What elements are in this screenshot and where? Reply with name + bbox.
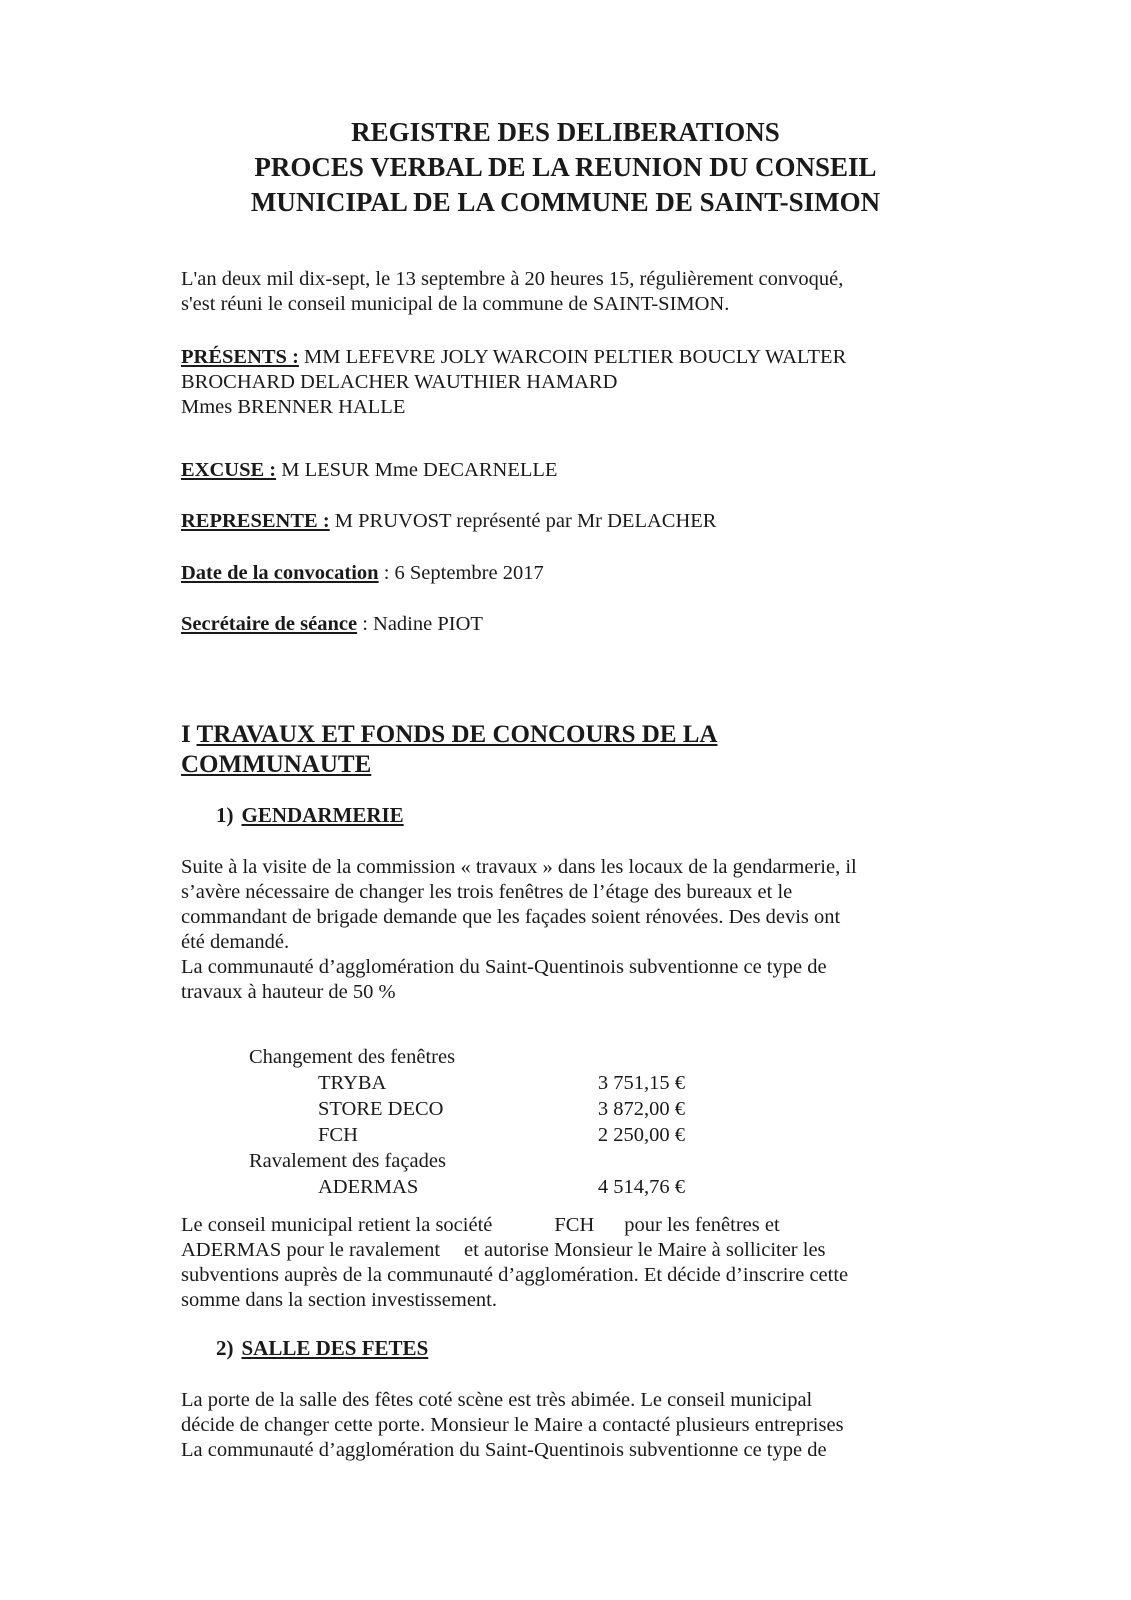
attendees-excused [181,458,941,483]
quote-company: ADERMAS [318,1176,419,1198]
section-title: COMMUNAUTE [181,751,372,778]
represente-label: REPRESENTE : [181,510,330,532]
quote-row [249,1174,699,1200]
quotes-table [249,1044,699,1200]
subsection-title: SALLE DES FETES [241,1336,429,1360]
section-title: TRAVAUX ET FONDS DE CONCOURS DE LA [196,721,718,748]
subsection-heading-gendarmerie [216,803,404,828]
subsection-heading-salle [216,1336,428,1361]
text-line: travaux à hauteur de 50 % [181,981,396,1003]
quote-amount: 2 250,00 € [597,1124,685,1146]
quote-row [249,1096,699,1122]
quote-category: Changement des fenêtres [249,1046,456,1068]
represente-text: M PRUVOST représenté par Mr DELACHER [329,510,717,532]
excuse-text: M LESUR Mme DECARNELLE [276,459,558,481]
text-line: somme dans la section investissement. [181,1289,497,1311]
convocation-text: : 6 Septembre 2017 [378,562,544,584]
text-line: s’avère nécessaire de changer les trois fenêtres de l’étage des bureaux et le [181,881,793,903]
text-line: s'est réuni le conseil municipal de la commune de SAINT-SIMON. [181,293,730,315]
quote-amount: 3 751,15 € [597,1072,685,1094]
presents-text: MM LEFEVRE JOLY WARCOIN PELTIER BOUCLY WALTER [298,346,847,368]
secretaire-text: : Nadine PIOT [357,613,483,635]
text-line: Suite à la visite de la commission « travaux » dans les locaux de la gendarmerie, il [181,856,857,878]
text-line: La communauté d’agglomération du Saint-Quentinois subventionne ce type de [181,956,827,978]
title-line: PROCES VERBAL DE LA REUNION DU CONSEIL [254,152,877,182]
subsection-number: 2) [216,1336,234,1360]
title-line: REGISTRE DES DELIBERATIONS [351,117,780,147]
quote-row [249,1122,699,1148]
section-prefix: I [181,721,197,748]
document-title [0,115,1131,220]
title-line: MUNICIPAL DE LA COMMUNE DE SAINT-SIMON [250,187,881,217]
text-fragment: ADERMAS pour le ravalement [181,1239,441,1261]
secretaire-label: Secrétaire de séance [181,613,358,635]
quote-company: FCH [318,1124,358,1146]
text-line: L'an deux mil dix-sept, le 13 septembre à 20 heures 15, régulièrement convoqué, [181,268,844,290]
attendees-represented [181,509,941,534]
salle-paragraph [181,1388,941,1463]
gendarmerie-paragraph [181,855,941,1005]
text-line: La communauté d’agglomération du Saint-Quentinois subventionne ce type de [181,1439,827,1461]
quote-amount: 3 872,00 € [597,1098,685,1120]
quote-company: TRYBA [318,1072,387,1094]
convocation-date [181,561,941,586]
text-fragment: et autorise Monsieur le Maire à solliciter les [464,1239,826,1261]
excuse-label: EXCUSE : [181,459,277,481]
session-secretary [181,612,941,637]
subsection-title: GENDARMERIE [241,803,404,827]
presents-label: PRÉSENTS : [181,346,299,368]
text-line: BROCHARD DELACHER WAUTHIER HAMARD [181,371,618,393]
quote-amount: 4 514,76 € [597,1176,685,1198]
quote-row [249,1070,699,1096]
text-fragment: FCH [554,1214,595,1236]
subsection-number: 1) [216,803,234,827]
text-line: subventions auprès de la communauté d’agglomération. Et décide d’inscrire cette [181,1264,849,1286]
attendees-present [181,345,941,420]
text-fragment: Le conseil municipal retient la société [181,1214,493,1236]
text-line: été demandé. [181,931,290,953]
quote-category: Ravalement des façades [249,1150,446,1172]
text-line: commandant de brigade demande que les façades soient rénovées. Des devis ont [181,906,841,928]
text-line: décide de changer cette porte. Monsieur le Maire a contacté plusieurs entreprises [181,1414,844,1436]
decision-paragraph [181,1213,941,1313]
text-fragment: pour les fenêtres et [624,1214,780,1236]
text-line: La porte de la salle des fêtes coté scène est très abimée. Le conseil municipal [181,1389,813,1411]
intro-paragraph [181,267,941,317]
convocation-label: Date de la convocation [181,562,379,584]
section-heading [181,720,717,780]
text-line: Mmes BRENNER HALLE [181,396,406,418]
quote-company: STORE DECO [318,1098,444,1120]
